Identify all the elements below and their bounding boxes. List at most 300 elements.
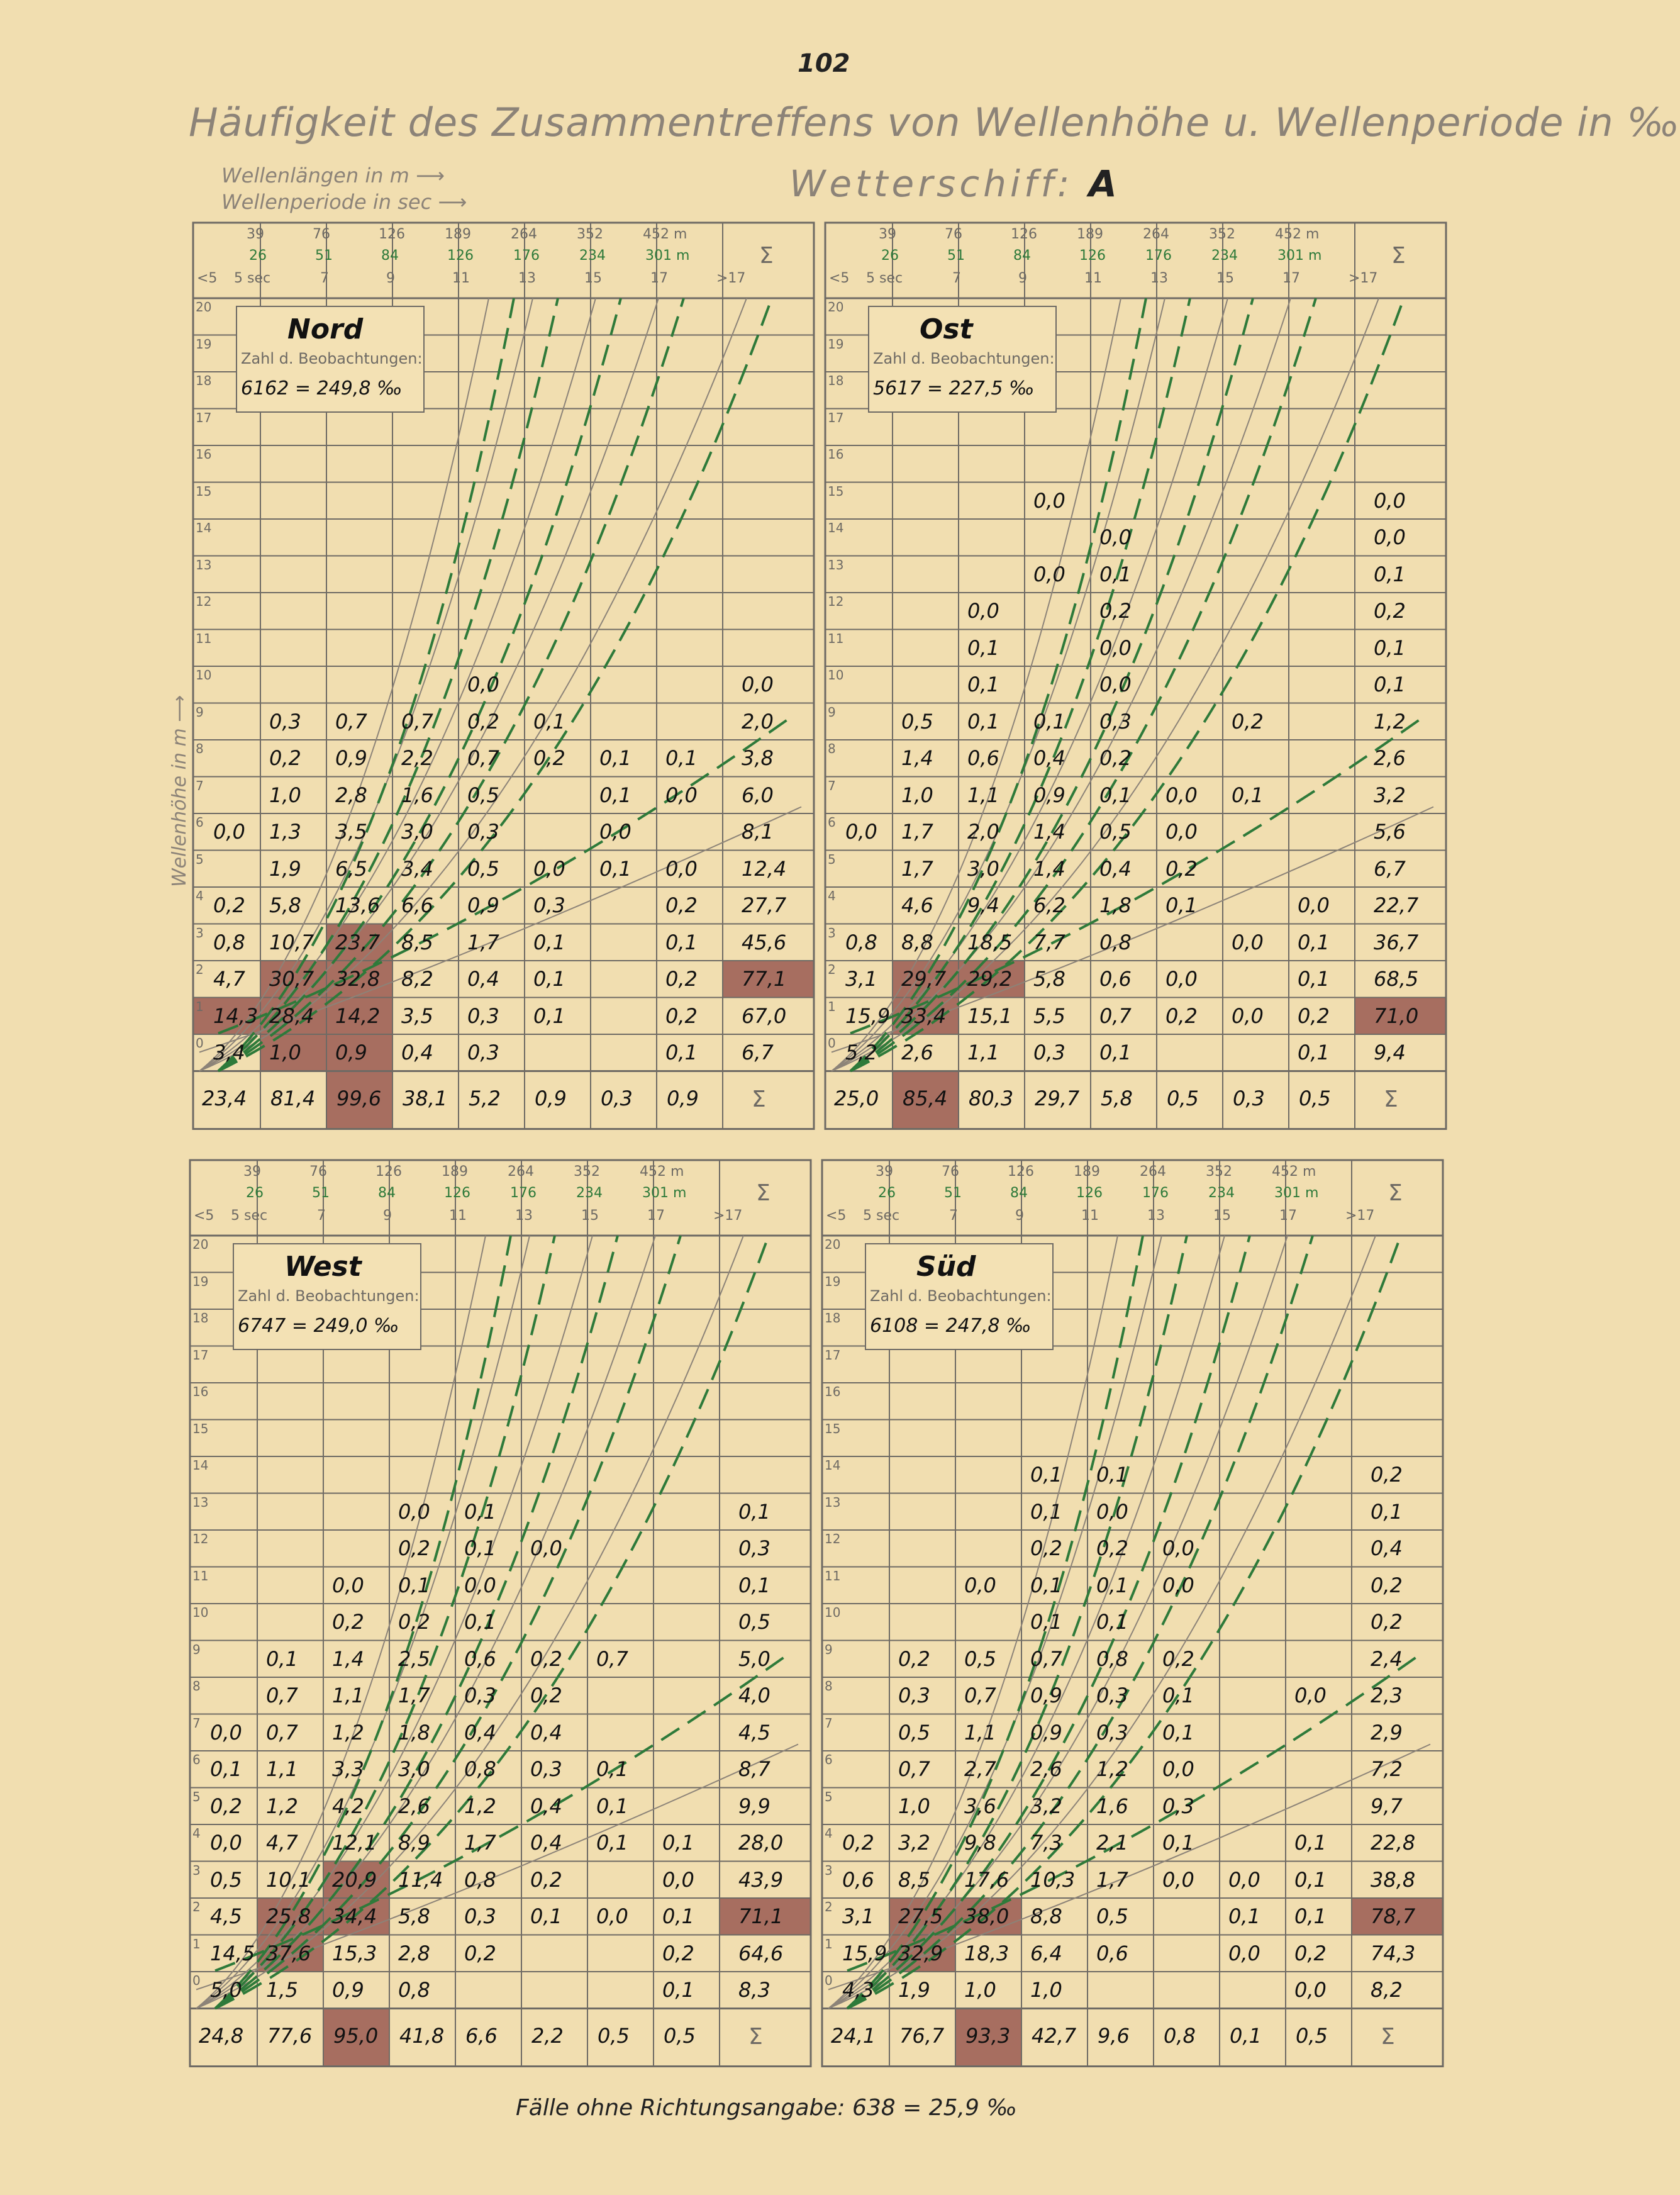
row-label: 5	[828, 851, 836, 867]
table-cell: 0,0	[213, 820, 245, 844]
header-length: 126	[379, 226, 405, 242]
table-cell: 0,7	[467, 746, 499, 770]
total-cell: 5,2	[469, 1086, 501, 1110]
legend-periods-text: Wellenperiode in sec	[221, 190, 432, 214]
table-cell: 0,2	[269, 746, 301, 770]
sigma-header: Σ	[1388, 1180, 1403, 1206]
row-label: 19	[196, 336, 212, 352]
steepness-lines	[196, 1236, 798, 2009]
table-cell: 3,1	[842, 1904, 874, 1928]
header-length: 352	[577, 226, 603, 242]
table-cell: 2,9	[1371, 1720, 1403, 1745]
table-cell: 3,2	[1030, 1794, 1062, 1818]
table-cell: 0,3	[464, 1904, 496, 1928]
table-cell: 0,1	[596, 1831, 628, 1855]
header-length-2: 301 m	[645, 248, 690, 264]
footer-note: Fälle ohne Richtungsangabe: 638 = 25,9 ‰	[516, 2095, 1017, 2121]
table-cell: 0,8	[464, 1867, 496, 1892]
table-cell: 7,2	[1371, 1757, 1403, 1781]
table-cell: 0,9	[1030, 1720, 1062, 1745]
header-length: 352	[1209, 226, 1235, 242]
table-cell: 1,0	[269, 1041, 301, 1064]
header-period: <5	[194, 1208, 214, 1224]
table-cell: 17,6	[964, 1867, 1010, 1892]
row-label: 11	[196, 630, 212, 646]
header-length: 76	[945, 226, 962, 242]
direction-box	[236, 306, 425, 413]
table-cell: 0,5	[964, 1646, 996, 1671]
table-cell: 14,5	[210, 1941, 255, 1965]
table-cell: 0,9	[332, 1978, 364, 2002]
table-cell: 0,0	[742, 673, 774, 696]
row-label: 15	[828, 483, 844, 499]
table-cell: 0,3	[467, 820, 499, 844]
total-cell: 80,3	[969, 1086, 1014, 1110]
observations-label: Zahl d. Beobachtungen:	[241, 350, 423, 367]
table-cell: 27,7	[742, 893, 787, 917]
total-cell: 85,4	[903, 1086, 948, 1110]
table-cell: 0,4	[530, 1720, 562, 1745]
header-length: 264	[511, 226, 537, 242]
table-cell: 5,8	[1033, 967, 1065, 991]
table-cell: 29,7	[901, 967, 947, 991]
header-period: 5 sec	[866, 271, 903, 286]
table-cell: 0,1	[1232, 783, 1264, 807]
table-cell: 0,1	[1096, 1573, 1128, 1597]
table-cell: 1,2	[332, 1720, 364, 1745]
table-cell: 0,1	[1096, 1610, 1128, 1634]
row-label: 1	[828, 998, 836, 1014]
table-cell: 0,7	[596, 1646, 628, 1671]
row-label: 18	[196, 373, 212, 388]
table-cell: 1,4	[901, 746, 933, 770]
table-cell: 36,7	[1374, 930, 1419, 954]
table-cell: 0,2	[665, 893, 698, 917]
table-cell: 32,9	[898, 1941, 943, 1965]
table-cell: 29,2	[967, 967, 1013, 991]
table-cell: 5,8	[269, 893, 301, 917]
total-cell: 99,6	[337, 1086, 382, 1110]
table-cell: 2,6	[1374, 746, 1406, 770]
table-cell: 1,7	[901, 820, 933, 844]
row-label: 18	[192, 1310, 209, 1326]
header-period: 11	[452, 271, 470, 286]
table-cell: 1,7	[398, 1684, 430, 1707]
table-cell: 0,1	[1096, 1463, 1128, 1487]
table-cell: 0,4	[401, 1041, 433, 1064]
table-cell: 0,3	[533, 893, 565, 917]
header-period: >17	[1349, 271, 1378, 286]
row-label: 8	[825, 1678, 833, 1694]
table-cell: 0,2	[530, 1867, 562, 1892]
table-cell: 32,8	[335, 967, 381, 991]
ship-label	[789, 162, 1117, 205]
table-cell: 0,0	[210, 1831, 242, 1855]
steepness-lines	[199, 298, 801, 1071]
header-period: 15	[1213, 1208, 1231, 1224]
header-length: 39	[879, 226, 896, 242]
table-cell: 8,8	[1030, 1904, 1062, 1928]
table-cell: 0,1	[599, 783, 631, 807]
table-cell: 33,4	[901, 1003, 947, 1028]
header-period: >17	[713, 1208, 743, 1224]
table-cell: 4,7	[213, 967, 245, 991]
row-label: 2	[825, 1899, 833, 1914]
panel-nord	[192, 221, 821, 1134]
row-label: 11	[828, 630, 844, 646]
table-cell: 0,7	[1099, 1003, 1132, 1028]
table-cell: 14,3	[213, 1003, 259, 1028]
table-cell: 0,5	[898, 1720, 930, 1745]
table-cell: 22,8	[1371, 1831, 1416, 1855]
total-cell: 0,5	[598, 2023, 630, 2048]
row-label: 5	[192, 1789, 201, 1804]
table-cell: 0,2	[665, 967, 698, 991]
table-cell: 0,1	[1298, 1041, 1330, 1064]
table-cell: 0,2	[464, 1941, 496, 1965]
table-cell: 1,0	[269, 783, 301, 807]
header-length-2: 51	[944, 1185, 962, 1201]
observations-label: Zahl d. Beobachtungen:	[238, 1287, 420, 1305]
table-cell: 6,4	[1030, 1941, 1062, 1965]
header-period: 17	[647, 1208, 665, 1224]
table-cell: 8,5	[401, 930, 433, 954]
total-cell: 0,5	[664, 2023, 696, 2048]
table-cell: 27,5	[898, 1904, 943, 1928]
table-cell: 0,3	[1096, 1684, 1128, 1707]
table-cell: 0,2	[1096, 1536, 1128, 1560]
total-cell: 93,3	[965, 2023, 1011, 2048]
row-label: 7	[828, 778, 836, 793]
table-cell: 2,5	[398, 1646, 430, 1671]
table-cell: 14,2	[335, 1003, 381, 1028]
table-cell: 2,3	[1371, 1684, 1403, 1707]
table-cell: 18,5	[967, 930, 1013, 954]
table-cell: 3,0	[401, 820, 433, 844]
axis-label: Wellenhöhe in m ⟶	[169, 695, 191, 887]
header-length-2: 176	[513, 248, 540, 264]
table-cell: 0,9	[467, 893, 499, 917]
header-length: 76	[942, 1164, 959, 1180]
row-label: 15	[192, 1421, 209, 1436]
table-cell: 0,1	[266, 1646, 298, 1671]
table-cell: 0,4	[530, 1794, 562, 1818]
table-cell: 0,4	[464, 1720, 496, 1745]
row-label: 17	[192, 1347, 209, 1363]
table-cell: 0,1	[1374, 673, 1406, 696]
table-cell: 1,4	[1033, 856, 1065, 881]
header-length-2: 51	[315, 248, 333, 264]
table-cell: 0,4	[530, 1831, 562, 1855]
header-length-2: 84	[378, 1185, 396, 1201]
row-label: 4	[192, 1826, 201, 1841]
table-cell: 3,6	[964, 1794, 996, 1818]
table-cell: 1,0	[1030, 1978, 1062, 2002]
table-cell: 0,0	[332, 1573, 364, 1597]
table-cell: 4,0	[738, 1684, 770, 1707]
table-cell: 1,1	[967, 783, 999, 807]
table-cell: 1,0	[898, 1794, 930, 1818]
table-cell: 0,1	[533, 967, 565, 991]
table-cell: 5,2	[845, 1041, 877, 1064]
row-label: 3	[196, 925, 204, 941]
table-cell: 0,2	[662, 1941, 694, 1965]
table-cell: 0,3	[1162, 1794, 1194, 1818]
table-cell: 0,1	[665, 746, 698, 770]
row-label: 5	[196, 851, 204, 867]
row-label: 12	[192, 1531, 209, 1546]
steepness-lines	[828, 1236, 1430, 2009]
total-cell: 0,1	[1230, 2023, 1262, 2048]
row-label: 2	[828, 962, 836, 977]
table-cell: 0,0	[464, 1573, 496, 1597]
total-cell: 5,8	[1101, 1086, 1133, 1110]
table-cell: 0,0	[467, 673, 499, 696]
table-cell: 0,6	[464, 1646, 496, 1671]
header-period: 11	[449, 1208, 467, 1224]
table-cell: 0,1	[533, 709, 565, 734]
table-cell: 0,1	[1371, 1499, 1403, 1524]
total-cell: 0,3	[1233, 1086, 1265, 1110]
table-cell: 0,1	[464, 1536, 496, 1560]
table-cell: 0,2	[1298, 1003, 1330, 1028]
table-cell: 8,9	[398, 1831, 430, 1855]
header-period: >17	[1345, 1208, 1375, 1224]
table-cell: 4,7	[266, 1831, 298, 1855]
table-cell: 0,1	[599, 856, 631, 881]
row-label: 16	[192, 1384, 209, 1399]
table-cell: 1,1	[332, 1684, 364, 1707]
header-length: 76	[313, 226, 330, 242]
table-cell: 0,9	[335, 746, 367, 770]
table-cell: 0,2	[665, 1003, 698, 1028]
table-cell: 3,0	[967, 856, 999, 881]
table-cell: 0,7	[1030, 1646, 1062, 1671]
table-cell: 0,6	[1096, 1941, 1128, 1965]
header-period: 15	[1216, 271, 1234, 286]
table-cell: 2,7	[964, 1757, 996, 1781]
row-label: 12	[196, 594, 212, 609]
table-cell: 0,1	[738, 1499, 770, 1524]
row-label: 7	[196, 778, 204, 793]
header-length-2: 301 m	[1274, 1185, 1319, 1201]
table-cell: 4,3	[842, 1978, 874, 2002]
table-cell: 0,4	[1033, 746, 1065, 770]
row-label: 10	[828, 667, 844, 683]
table-cell: 0,1	[1294, 1904, 1327, 1928]
table-cell: 3,5	[335, 820, 367, 844]
table-cell: 1,6	[1096, 1794, 1128, 1818]
table-cell: 3,5	[401, 1003, 433, 1028]
table-cell: 22,7	[1374, 893, 1419, 917]
table-cell: 0,0	[1298, 893, 1330, 917]
table-cell: 3,3	[332, 1757, 364, 1781]
table-cell: 0,0	[1294, 1684, 1327, 1707]
header-length-2: 301 m	[642, 1185, 687, 1201]
table-cell: 0,7	[401, 709, 433, 734]
table-cell: 0,8	[845, 930, 877, 954]
row-label: 17	[196, 410, 212, 425]
table-cell: 0,1	[665, 1041, 698, 1064]
header-length: 189	[445, 226, 471, 242]
table-cell: 0,7	[898, 1757, 930, 1781]
row-label: 0	[192, 1973, 201, 1988]
total-cell: 0,5	[1299, 1086, 1331, 1110]
row-label: 1	[825, 1936, 833, 1952]
table-cell: 0,0	[1232, 1003, 1264, 1028]
observations-label: Zahl d. Beobachtungen:	[873, 350, 1055, 367]
header-length-2: 26	[878, 1185, 896, 1201]
table-cell: 1,7	[464, 1831, 496, 1855]
table-cell: 0,1	[1228, 1904, 1260, 1928]
row-label: 14	[825, 1458, 841, 1473]
row-label: 19	[828, 336, 844, 352]
table-cell: 0,1	[1099, 562, 1132, 586]
header-length-2: 51	[312, 1185, 330, 1201]
header-length: 126	[375, 1164, 402, 1180]
total-cell: 76,7	[899, 2023, 945, 2048]
total-cell: 9,6	[1098, 2023, 1130, 2048]
legend-periods: Wellenperiode in sec ⟶	[221, 190, 467, 214]
table-cell: 7,7	[1033, 930, 1065, 954]
table-cell: 0,1	[1298, 930, 1330, 954]
observations-count: 5617 = 227,5 ‰	[873, 377, 1035, 399]
header-length: 189	[1077, 226, 1103, 242]
header-length: 352	[574, 1164, 600, 1180]
table-cell: 10,3	[1030, 1867, 1076, 1892]
table-cell: 20,9	[332, 1867, 377, 1892]
table-cell: 0,2	[530, 1684, 562, 1707]
table-cell: 0,0	[665, 783, 698, 807]
table-cell: 3,4	[401, 856, 433, 881]
header-length-2: 126	[447, 248, 474, 264]
header-period: 5 sec	[863, 1208, 900, 1224]
table-cell: 23,7	[335, 930, 381, 954]
header-period: 9	[1018, 271, 1027, 286]
header-length-2: 176	[1142, 1185, 1169, 1201]
row-label: 7	[825, 1715, 833, 1731]
table-cell: 6,2	[1033, 893, 1065, 917]
row-label: 18	[825, 1310, 841, 1326]
table-cell: 0,3	[467, 1041, 499, 1064]
table-cell: 1,8	[398, 1720, 430, 1745]
row-label: 19	[825, 1273, 841, 1289]
total-cell: 0,3	[601, 1086, 633, 1110]
header-period: 7	[320, 271, 329, 286]
header-period: 7	[949, 1208, 958, 1224]
table-cell: 5,0	[738, 1646, 770, 1671]
table-cell: 0,2	[1165, 1003, 1198, 1028]
table-cell: 8,2	[401, 967, 433, 991]
table-cell: 0,1	[1030, 1573, 1062, 1597]
table-cell: 0,0	[1099, 525, 1132, 549]
table-cell: 15,9	[842, 1941, 887, 1965]
total-cell: 77,6	[267, 2023, 313, 2048]
table-cell: 1,4	[332, 1646, 364, 1671]
table-cell: 0,0	[1374, 488, 1406, 513]
header-period: 9	[386, 271, 395, 286]
sigma-total: Σ	[748, 2023, 763, 2050]
table-cell: 9,7	[1371, 1794, 1403, 1818]
header-length: 352	[1206, 1164, 1232, 1180]
header-period: 13	[1150, 271, 1168, 286]
observations-count: 6747 = 249,0 ‰	[238, 1315, 399, 1337]
row-label: 9	[825, 1641, 833, 1657]
row-label: 2	[196, 962, 204, 977]
row-label: 10	[825, 1605, 841, 1620]
row-label: 13	[825, 1494, 841, 1510]
sigma-header: Σ	[759, 243, 774, 269]
table-cell: 0,0	[1162, 1573, 1194, 1597]
header-length-2: 176	[1145, 248, 1172, 264]
row-label: 8	[192, 1678, 201, 1694]
table-cell: 5,5	[1033, 1003, 1065, 1028]
table-cell: 1,5	[266, 1978, 298, 2002]
header-length-2: 26	[881, 248, 899, 264]
table-cell: 0,0	[398, 1499, 430, 1524]
direction-name: Süd	[916, 1251, 976, 1283]
header-period: 11	[1081, 1208, 1099, 1224]
table-cell: 0,1	[967, 635, 999, 660]
table-cell: 1,9	[898, 1978, 930, 2002]
row-label: 13	[828, 557, 844, 572]
table-cell: 0,1	[1298, 967, 1330, 991]
total-cell: 6,6	[465, 2023, 498, 2048]
table-cell: 1,8	[1099, 893, 1132, 917]
table-cell: 15,1	[967, 1003, 1013, 1028]
direction-box	[868, 306, 1057, 413]
table-cell: 0,6	[1099, 967, 1132, 991]
row-label: 16	[825, 1384, 841, 1399]
table-cell: 5,6	[1374, 820, 1406, 844]
table-cell: 0,3	[269, 709, 301, 734]
table-cell: 15,3	[332, 1941, 377, 1965]
table-cell: 1,7	[467, 930, 499, 954]
row-label: 4	[828, 888, 836, 903]
row-label: 2	[192, 1899, 201, 1914]
table-cell: 0,1	[967, 709, 999, 734]
total-cell: 29,7	[1035, 1086, 1080, 1110]
header-length-2: 51	[947, 248, 965, 264]
header-period: <5	[197, 271, 218, 286]
table-cell: 0,8	[398, 1978, 430, 2002]
table-cell: 0,9	[1033, 783, 1065, 807]
table-cell: 2,6	[901, 1041, 933, 1064]
header-length-2: 84	[1010, 1185, 1028, 1201]
table-cell: 0,0	[845, 820, 877, 844]
table-cell: 0,1	[665, 930, 698, 954]
row-label: 13	[196, 557, 212, 572]
table-cell: 30,7	[269, 967, 314, 991]
table-cell: 38,0	[964, 1904, 1010, 1928]
table-cell: 0,2	[1099, 599, 1132, 623]
row-label: 3	[828, 925, 836, 941]
table-cell: 2,2	[401, 746, 433, 770]
table-cell: 0,0	[964, 1573, 996, 1597]
row-label: 0	[196, 1036, 204, 1051]
steepness-lines	[832, 298, 1433, 1071]
table-cell: 71,0	[1374, 1003, 1419, 1028]
header-length: 264	[1143, 226, 1169, 242]
ship-id: A	[1088, 162, 1117, 205]
table-cell: 67,0	[742, 1003, 787, 1028]
table-cell: 0,2	[530, 1646, 562, 1671]
table-cell: 0,0	[1033, 488, 1065, 513]
table-cell: 0,6	[967, 746, 999, 770]
table-cell: 0,0	[1374, 525, 1406, 549]
table-cell: 0,7	[335, 709, 367, 734]
row-label: 9	[192, 1641, 201, 1657]
